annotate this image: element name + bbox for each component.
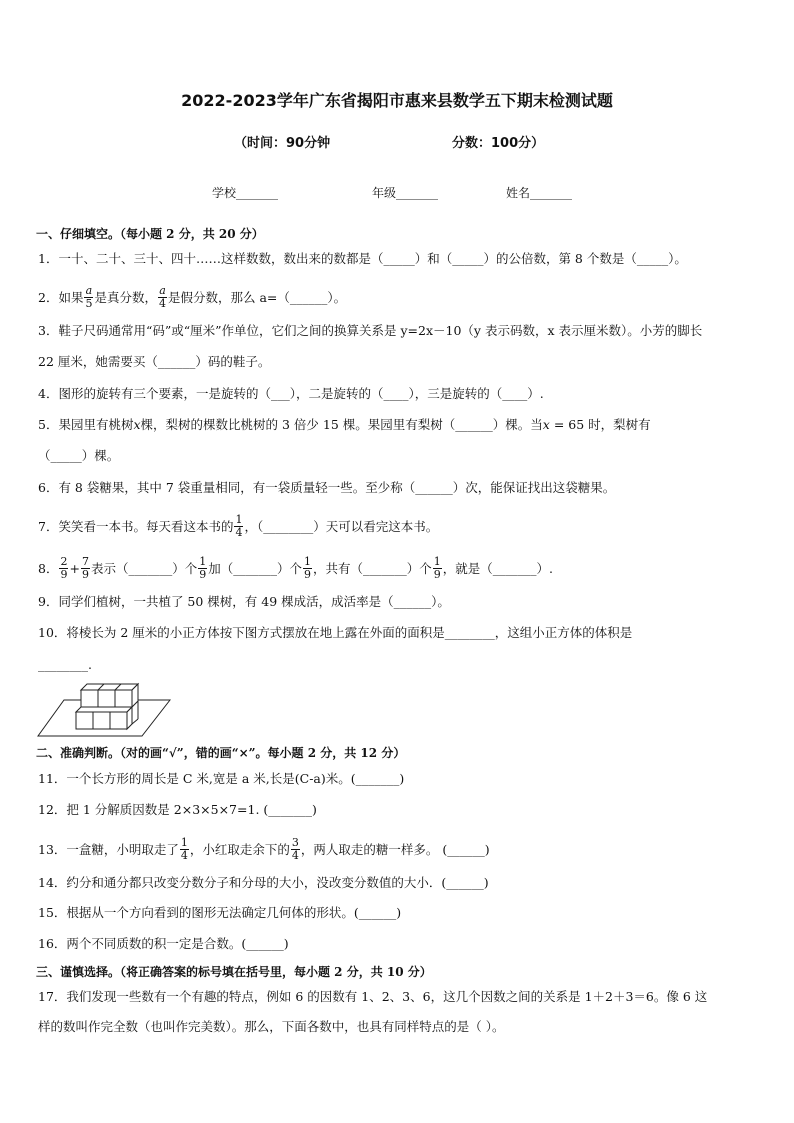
question-17-line-2: 样的数叫作完全数（也叫作完美数）。那么，下面各数中，也具有同样特点的是（ ）。 — [38, 1019, 505, 1034]
fraction-1-over-9: $\frac{1}{9}$ — [199, 555, 207, 581]
question-15: 15．根据从一个方向看到的图形无法确定几何体的形状。(______) — [38, 905, 402, 920]
section-2-heading: 二、准确判断。（对的画“√”，错的画“×”。每小题 2 分，共 12 分） — [36, 746, 406, 760]
question-6: 6．有 8 袋糖果，其中 7 袋重量相同，有一袋质量轻一些。至少称（______）次，能保证找出这袋糖果。 — [38, 480, 616, 495]
question-14: 14．约分和通分都只改变分数分子和分母的大小，没改变分数值的大小．(______) — [38, 875, 489, 890]
question-12: 12．把 1 分解质因数是 2×3×5×7=1. (_______) — [38, 802, 317, 817]
fraction-a-over-4: $\frac{a}{4}$ — [158, 284, 166, 310]
fraction-3-over-4: $\frac{3}{4}$ — [291, 836, 299, 862]
question-9: 9．同学们植树，一共植了 50 棵树，有 49 棵成活，成活率是（______）。 — [38, 594, 450, 609]
question-10-line-1: 10．将棱长为 2 厘米的小正方体按下图方式摆放在地上露在外面的面积是________，这组小正方体的体积是 — [38, 625, 633, 640]
question-3-line-2: 22 厘米，她需要买（______）码的鞋子。 — [38, 354, 271, 369]
exam-score: 分数：100分） — [452, 136, 545, 151]
question-7: 7．笑笑看一本书。每天看这本书的 $\frac{1}{4}$ ，（________）天可以看完这本书。 — [38, 513, 439, 539]
fraction-a-over-5: $\frac{a}{5}$ — [85, 284, 93, 310]
question-5-line-2: （_____）棵。 — [38, 448, 120, 463]
question-16: 16．两个不同质数的积一定是合数。(______) — [38, 936, 289, 951]
question-10-line-2: ________. — [38, 657, 92, 672]
section-3-heading: 三、谨慎选择。（将正确答案的标号填在括号里，每小题 2 分，共 10 分） — [36, 965, 432, 979]
question-4: 4．图形的旋转有三个要素，一是旋转的（___），二是旋转的（____），三是旋转的（____）. — [38, 386, 544, 401]
question-1: 1．一十、二十、三十、四十……这样数数，数出来的数都是（_____）和（_____）的公倍数，第 8 个数是（_____）。 — [38, 251, 687, 266]
question-13: 13．一盒糖，小明取走了 $\frac{1}{4}$ ，小红取走余下的 $\frac{3}{4}$ ，两人取走的糖一样多。 (______) — [38, 836, 490, 862]
question-3-line-1: 3．鞋子尺码通常用“码”或“厘米”作单位，它们之间的换算关系是 y=2x－10（y 表示码数，x 表示厘米数）。小芳的脚长 — [38, 323, 703, 338]
question-2: 2．如果 $\frac{a}{5}$ 是真分数， $\frac{a}{4}$ 是假分数，那么 a=（______）。 — [38, 284, 347, 310]
name-field: 姓名_______ — [506, 186, 573, 200]
fraction-1-over-9: $\frac{1}{9}$ — [433, 555, 441, 581]
fraction-7-over-9: $\frac{7}{9}$ — [81, 555, 89, 581]
fraction-1-over-9: $\frac{1}{9}$ — [303, 555, 311, 581]
cube-stack-figure — [36, 678, 171, 738]
question-17-line-1: 17．我们发现一些数有一个有趣的特点，例如 6 的因数有 1、2、3、6，这几个因数之间的关系是 1＋2＋3＝6。像 6 这 — [38, 989, 708, 1004]
fraction-1-over-4: $\frac{1}{4}$ — [180, 836, 188, 862]
question-5-line-1: 5．果园里有桃树x棵，梨树的棵数比桃树的 3 倍少 15 棵。果园里有梨树（______）棵。当x = 65 时，梨树有 — [38, 417, 651, 432]
section-1-heading: 一、仔细填空。（每小题 2 分，共 20 分） — [36, 227, 264, 241]
question-8: 8． $\frac{2}{9}$ + $\frac{7}{9}$ 表示（_______）个 $\frac{1}{9}$ 加（_______）个 $\frac{1}{9}$ ，共有（_______）个 $\frac{1}{9}$ ，就是（_______）. — [38, 555, 553, 581]
page-title: 2022-2023学年广东省揭阳市惠来县数学五下期末检测试题 — [181, 91, 613, 110]
fraction-2-over-9: $\frac{2}{9}$ — [60, 555, 68, 581]
fraction-1-over-4: $\frac{1}{4}$ — [235, 513, 243, 539]
grade-field: 年级_______ — [372, 186, 439, 200]
question-11: 11．一个长方形的周长是 C 米,宽是 a 米,长是(C-a)米。(_______) — [38, 771, 405, 786]
exam-time: （时间：90分钟 — [234, 136, 331, 151]
school-field: 学校_______ — [212, 186, 279, 200]
